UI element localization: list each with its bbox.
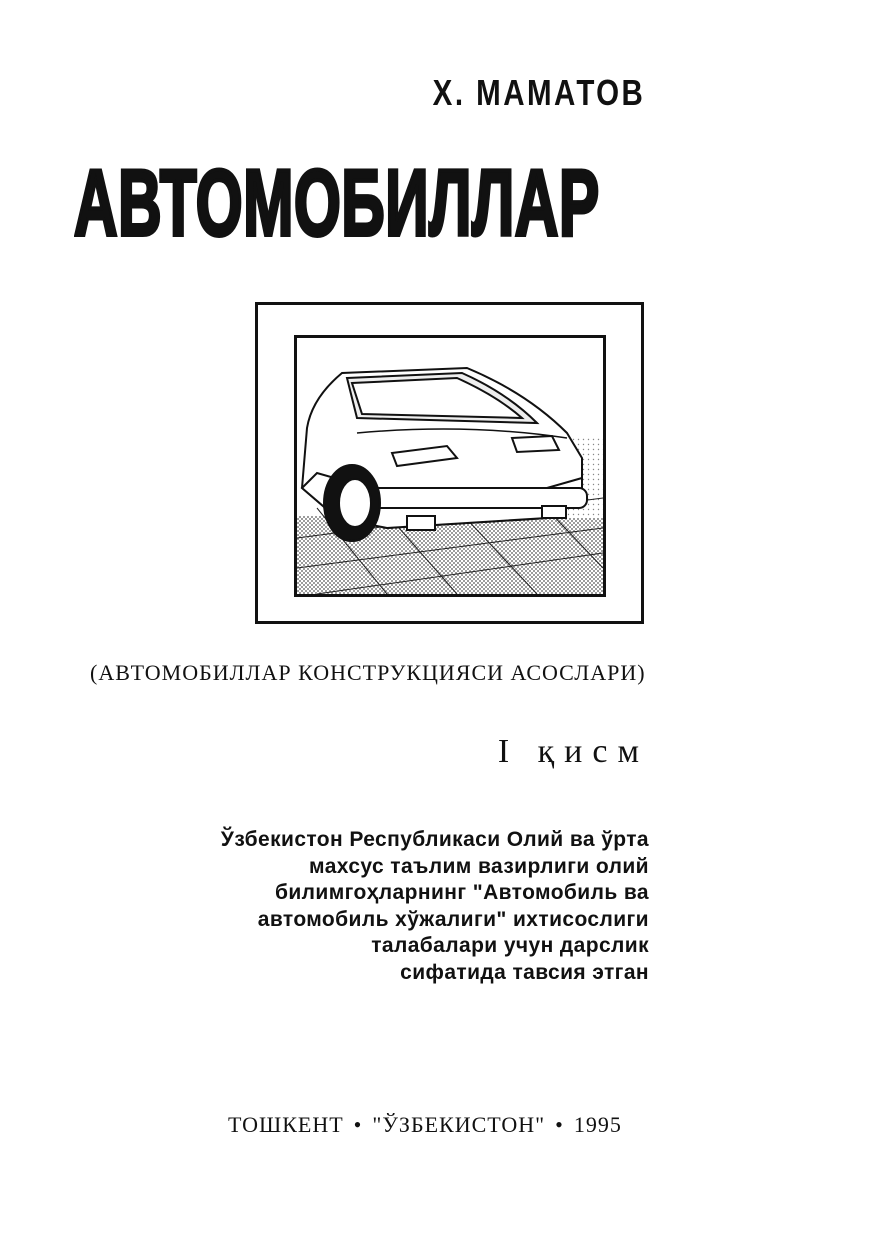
author-name: Х. МАМАТОВ (432, 72, 645, 113)
approval-line: автомобиль хўжалиги" ихтисослиги (257, 907, 649, 931)
part-number: I қисм (497, 733, 649, 770)
approval-line: сифатида тавсия этган (400, 960, 649, 984)
book-title: АВТОМОБИЛЛАР (74, 150, 600, 255)
cover-illustration-frame (255, 302, 644, 624)
approval-line: махсус таълим вазирлиги олий (309, 854, 649, 878)
book-subtitle: (АВТОМОБИЛЛАР КОНСТРУКЦИЯСИ АСОСЛАРИ) (90, 660, 646, 685)
bullet-separator: • (555, 1112, 564, 1137)
imprint-publisher: "ЎЗБЕКИСТОН" (372, 1112, 546, 1137)
bullet-separator: • (353, 1112, 363, 1137)
imprint (228, 1112, 668, 1138)
approval-line: талабалари учун дарслик (371, 934, 649, 957)
approval-line: билимгоҳларнинг "Автомобиль ва (274, 881, 649, 904)
approval-text (89, 827, 649, 986)
approval-line: Ўзбекистон Республикаси Олий ва ўрта (220, 828, 649, 851)
imprint-city: ТОШКЕНТ (228, 1112, 344, 1137)
car-illustration (294, 335, 606, 597)
imprint-year: 1995 (573, 1112, 622, 1137)
